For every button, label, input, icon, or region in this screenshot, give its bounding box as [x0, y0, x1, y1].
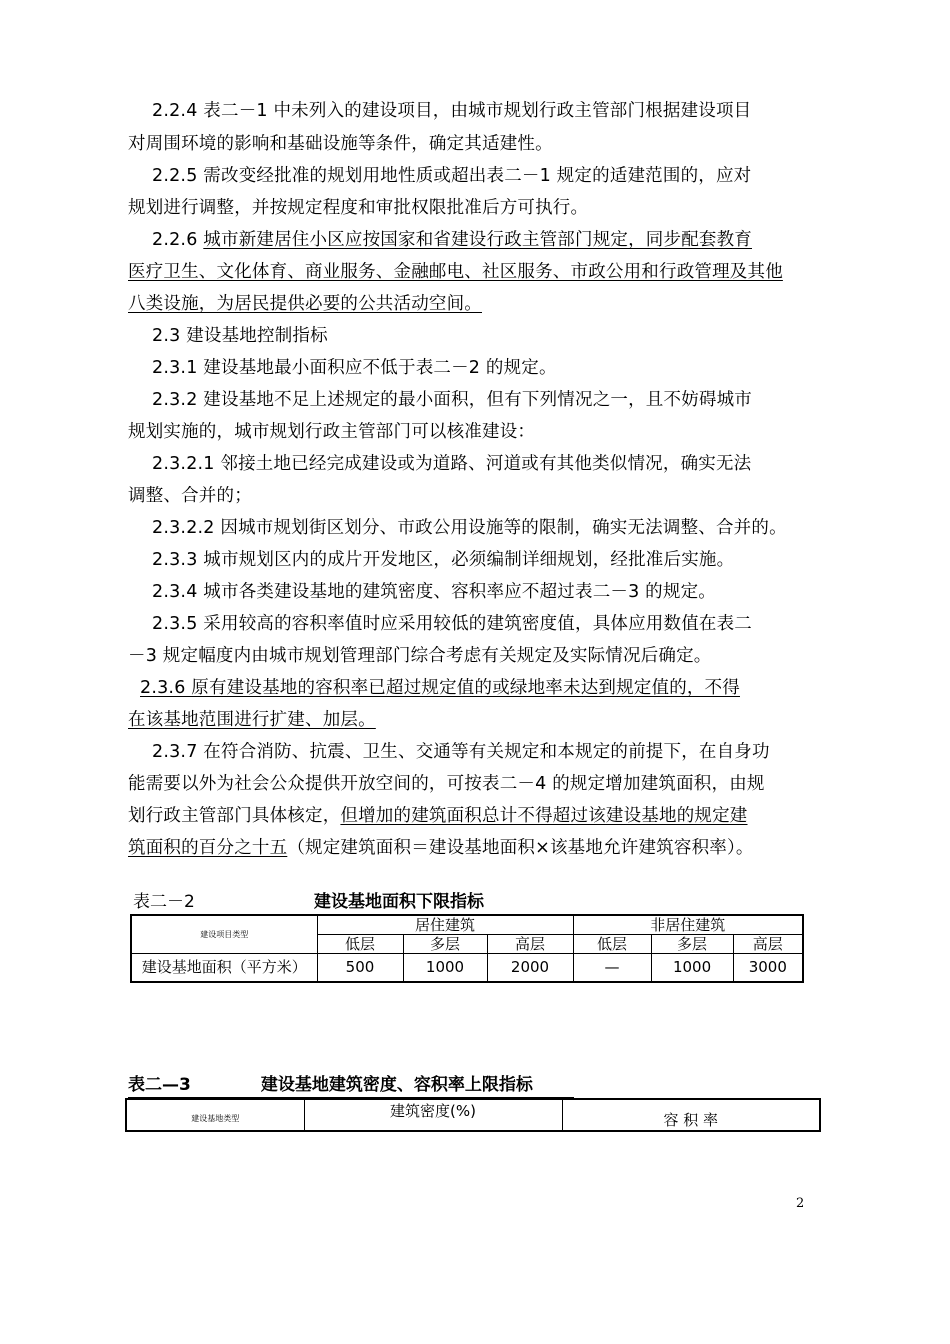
table2-cell: 500: [317, 954, 403, 982]
table2-cell: 1000: [403, 954, 487, 982]
table2-corner-header: 建设项目类型: [131, 915, 317, 954]
page-number: 2: [796, 1196, 805, 1211]
table2-subheader: 低层: [573, 935, 651, 954]
para-2-2-6-line2: 医疗卫生、文化体育、商业服务、金融邮电、社区服务、市政公用和行政管理及其他: [128, 262, 783, 282]
para-2-3-7-text-a: 划行政主管部门具体核定，: [128, 806, 341, 826]
table2-group-nonresidential: 非居住建筑: [573, 915, 803, 935]
table3-caption: [128, 1074, 574, 1098]
table2-cell: 1000: [651, 954, 733, 982]
para-2-2-6-number: 2.2.6: [152, 230, 204, 250]
para-2-3-2-1-line1: 2.3.2.1 邻接土地已经完成建设或为道路、河道或有其他类似情况，确实无法: [152, 454, 752, 474]
table2-group-residential: 居住建筑: [317, 915, 573, 935]
para-2-3-7-underlined-a: 但增加的建筑面积总计不得超过该建设基地的规定建: [340, 806, 748, 826]
para-2-3-6-line1: 2.3.6 原有建设基地的容积率已超过规定值的或绿地率未达到规定值的，不得: [140, 678, 740, 698]
para-2-3-3: 2.3.3 城市规划区内的成片开发地区，必须编制详细规划，经批准后实施。: [152, 550, 735, 570]
table2-cell: 2000: [487, 954, 573, 982]
para-2-3-1: 2.3.1 建设基地最小面积应不低于表二－2 的规定。: [152, 358, 557, 378]
para-2-3-7-line1: 2.3.7 在符合消防、抗震、卫生、交通等有关规定和本规定的前提下，在自身功: [152, 742, 770, 762]
para-2-2-6-text: 城市新建居住小区应按国家和省建设行政主管部门规定，同步配套教育: [203, 230, 752, 250]
table3-corner-header: 建设基地类型: [126, 1099, 304, 1131]
table2-subheader: 高层: [487, 935, 573, 954]
para-2-3-2-line2: 规划实施的，城市规划行政主管部门可以核准建设：: [128, 422, 536, 442]
para-2-3-7-text-b: （规定建筑面积＝建设基地面积×该基地允许建筑容积率）。: [287, 838, 754, 858]
para-2-3-2-line1: 2.3.2 建设基地不足上述规定的最小面积，但有下列情况之一，且不妨碍城市: [152, 390, 752, 410]
para-2-2-5-line2: 规划进行调整，并按规定程度和审批权限批准后方可执行。: [128, 198, 589, 218]
table2-cell: 3000: [733, 954, 803, 982]
para-2-2-6-line1: [152, 229, 842, 251]
para-2-2-6-line3: 八类设施，为居民提供必要的公共活动空间。: [128, 294, 482, 314]
para-2-3-7-line3: [128, 805, 818, 827]
table2-cell: —: [573, 954, 651, 982]
table2-caption-title: 建设基地面积下限指标: [314, 892, 484, 912]
para-2-2-4-line2: 对周围环境的影响和基础设施等条件，确定其适建性。: [128, 134, 553, 154]
para-2-2-5-line1: 2.2.5 需改变经批准的规划用地性质或超出表二－1 规定的适建范围的，应对: [152, 166, 752, 186]
para-2-3-2-1-line2: 调整、合并的；: [128, 486, 252, 506]
table2-subheader: 多层: [403, 935, 487, 954]
para-2-3-2-2: 2.3.2.2 因城市规划街区划分、市政公用设施等的限制，确实无法调整、合并的。: [152, 518, 787, 538]
para-2-3-7-line2: 能需要以外为社会公众提供开放空间的，可按表二－4 的规定增加建筑面积，由规: [128, 774, 765, 794]
table2-subheader: 高层: [733, 935, 803, 954]
para-2-3-5-line1: 2.3.5 采用较高的容积率值时应采用较低的建筑密度值，具体应用数值在表二: [152, 614, 752, 634]
para-2-3-5-line2: －3 规定幅度内由城市规划管理部门综合考虑有关规定及实际情况后确定。: [128, 646, 712, 666]
table3-col-density: 建筑密度(%): [304, 1099, 562, 1131]
table2-min-site-area: [130, 914, 804, 983]
section-2-3-heading: 2.3 建设基地控制指标: [152, 326, 328, 346]
para-2-2-4-line1: 2.2.4 表二－1 中未列入的建设项目，由城市规划行政主管部门根据建设项目: [152, 101, 752, 121]
para-2-3-7-underlined-b: 筑面积的百分之十五: [128, 838, 288, 858]
table2-subheader: 多层: [651, 935, 733, 954]
table2-row-label: 建设基地面积（平方米）: [131, 954, 317, 982]
table2-subheader: 低层: [317, 935, 403, 954]
table3-caption-number: 表二—3: [128, 1075, 191, 1095]
table3-density-far: [125, 1098, 821, 1132]
para-2-3-6-line2: 在该基地范围进行扩建、加层。: [128, 710, 376, 730]
para-2-3-4: 2.3.4 城市各类建设基地的建筑密度、容积率应不超过表二－3 的规定。: [152, 582, 716, 602]
table3-col-far: 容 积 率: [562, 1099, 820, 1131]
table2-caption-number: 表二－2: [133, 892, 195, 912]
table3-caption-title: 建设基地建筑密度、容积率上限指标: [260, 1075, 533, 1095]
para-2-3-7-line4: [128, 837, 818, 859]
